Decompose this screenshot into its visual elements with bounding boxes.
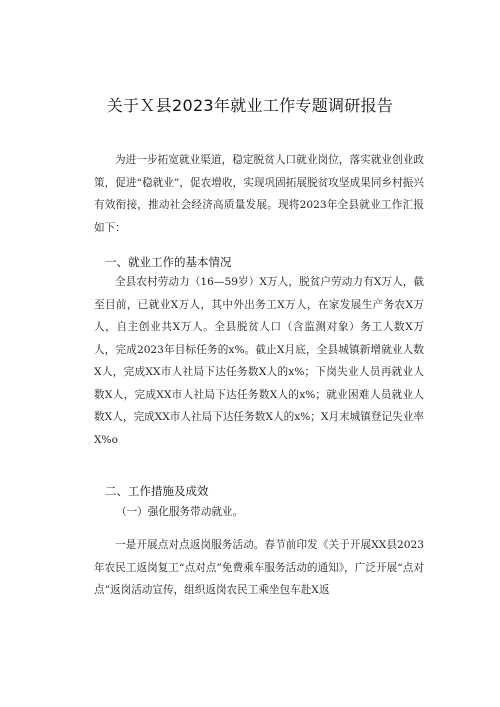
section-1-paragraph: 全县农村劳动力（16—59岁）X万人，脱贫户劳动力有X万人，截至目前，已就业X万人，其中外出务工X万人，在家发展生产务农X万人，自主创业共X万人。全县脱贫人口（含监测对象）务工人数X万人，完成2023年目标任务的x%。截止X月底，全县城镇新增就业人数X人，完成XX市人社局下达任务数X人的x%；下岗失业人员再就业人数X人，完成XX市人社局下达任务数X人的x%；就业困难人员就业人数X人，完成XX市人社局下达任务数X人的x%；X月末城镇登记失业率X%o [94, 276, 424, 446]
intro-block [94, 149, 424, 239]
section-1-heading: 一、就业工作的基本情况 [105, 255, 232, 269]
subsection-1-heading: （一）强化服务带动就业。 [116, 506, 244, 518]
subsection-1-paragraph: 一是开展点对点返岗服务活动。春节前印发《关于开展XX县2023年农民工返岗复工“点对点”免费乘车服务活动的通知》，广泛开展“点对点”返岗活动宣传，组织返岗农民工乘坐包车赴X返 [94, 539, 424, 596]
intro-paragraph: 为进一步拓宽就业渠道，稳定脱贫人口就业岗位，落实就业创业政策，促进“稳就业”，促农增收，实现巩固拓展脱贫攻坚成果同乡村振兴有效衔接，推动社会经济高质量发展。现将2023年全县就业工作汇报如下： [94, 154, 424, 234]
document-title: 关于Ｘ县2023年就业工作专题调研报告 [106, 96, 394, 115]
section-1-block [94, 271, 424, 451]
section-2-heading: 二、工作措施及成效 [105, 484, 209, 498]
subsection-1-block [94, 534, 424, 602]
